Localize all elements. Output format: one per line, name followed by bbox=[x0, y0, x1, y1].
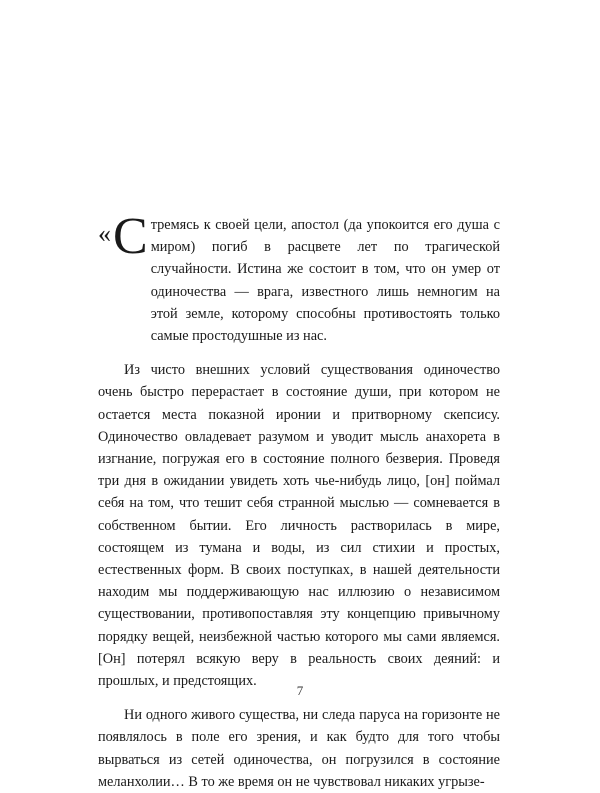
page-number: 7 bbox=[296, 683, 304, 698]
opening-quote-mark: « bbox=[98, 219, 111, 248]
text-block bbox=[98, 208, 500, 793]
paragraph-3: Ни одного живого существа, ни следа паруса на горизонте не появлялось в поле его зрения, и как будто для того чтобы вырваться из сетей одиночества, он погрузился в состояние меланхолии… В то же время он не чувствовал никаких угрызе- bbox=[98, 707, 500, 790]
opening-paragraph bbox=[98, 208, 500, 347]
paragraph-1-text: тремясь к своей цели, апостол (да упокоится его душа с миром) погиб в расцвете лет по трагической случайности. Истина же состоит в том, что он умер от одиночества — врага, известного лишь немногим на этой земле, которому способны противостоять только самые простодушные из нас. bbox=[150, 217, 500, 345]
paragraph-2: Из чисто внешних условий существования одиночество очень быстро перерастает в состояние души, при котором не остается места показной иронии и притворному скепсису. Одиночество овладевает разумом и уводит мысль анахорета в изгнание, погружая его в состояние полного безверия. Проведя три дня в ожидании увидеть хоть чье-нибудь лицо, [он] поймал себя на том, что тешит себя странной мыслью — сомневается в собственном бытии. Его личность растворилась в мире, состоящем из тумана и воды, из сил стихии и простых, естественных форм. В своих поступках, в нашей деятельности находим мы поддерживающую нас иллюзию о независимом существовании, противопоставляя эту концепцию привычному порядку вещей, неизбежной частью которого мы сами являемся. [Он] потерял всякую веру в реальность своих деяний: и прошлых, и предстоящих. bbox=[98, 362, 500, 690]
drop-cap: С bbox=[113, 208, 148, 265]
